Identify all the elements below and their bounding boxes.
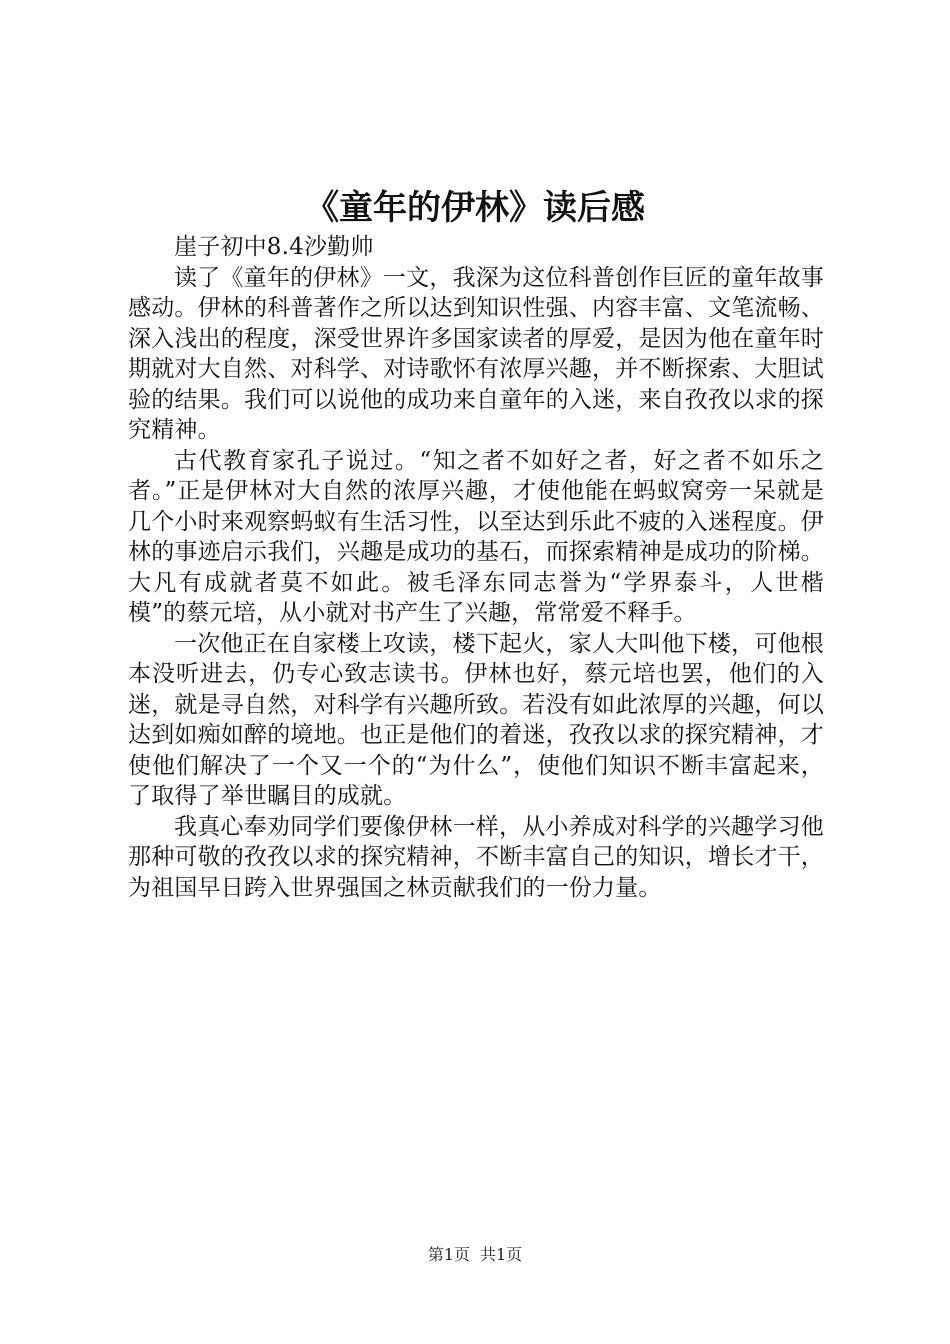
page-number-total: 共1页 <box>480 1245 523 1264</box>
page-number-current: 第1页 <box>427 1245 470 1264</box>
page-title: 《童年的伊林》读后感 <box>305 188 645 228</box>
paragraph-4: 我真心奉劝同学们要像伊林一样，从小养成对科学的兴趣学习他那种可敬的孜孜以求的探究精神，不断丰富自己的知识，增长才干，为祖国早日跨入世界强国之林贡献我们的一份力量。 <box>128 813 824 901</box>
paragraph-1: 读了《童年的伊林》一文，我深为这位科普创作巨匠的童年故事感动。伊林的科普著作之所以达到知识性强、内容丰富、文笔流畅、深入浅出的程度，深受世界许多国家读者的厚爱，是因为他在童年时期就对大自然、对科学、对诗歌怀有浓厚兴趣，并不断探索、大胆试验的结果。我们可以说他的成功来自童年的入迷，来自孜孜以求的探究精神。 <box>128 264 824 443</box>
page-footer <box>0 1244 950 1266</box>
article-body <box>128 232 824 903</box>
paragraph-2: 古代教育家孔子说过。“知之者不如好之者，好之者不如乐之者。”正是伊林对大自然的浓厚兴趣，才使他能在蚂蚁窝旁一呆就是几个小时来观察蚂蚁有生活习性，以至达到乐此不疲的入迷程度。伊林的事迹启示我们，兴趣是成功的基石，而探索精神是成功的阶梯。大凡有成就者莫不如此。被毛泽东同志誉为“学界泰斗，人世楷模”的蔡元培，从小就对书产生了兴趣，常常爱不释手。 <box>128 447 824 626</box>
author-line: 崖子初中8.4沙勤帅 <box>174 234 374 260</box>
paragraph-3: 一次他正在自家楼上攻读，楼下起火，家人大叫他下楼，可他根本没听进去，仍专心致志读书。伊林也好，蔡元培也罢，他们的入迷，就是寻自然，对科学有兴趣所致。若没有如此浓厚的兴趣，何以达到如痴如醉的境地。也正是他们的着迷，孜孜以求的探究精神，才使他们解决了一个又一个的“为什么”，使他们知识不断丰富起来，了取得了举世瞩目的成就。 <box>128 630 824 809</box>
